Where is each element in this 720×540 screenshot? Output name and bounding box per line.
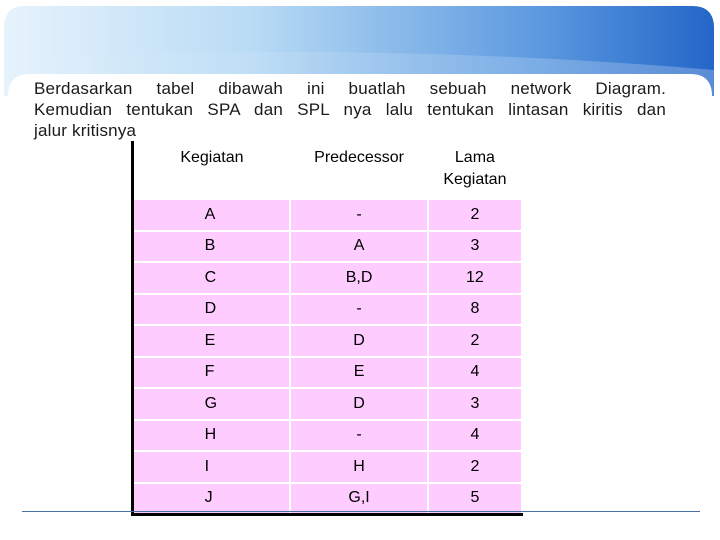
table-row — [133, 357, 523, 389]
instruction-line-3: jalur kritisnya — [34, 121, 137, 140]
cell-lama: 2 — [428, 199, 522, 231]
cell-predecessor: - — [290, 294, 427, 326]
table-row — [133, 420, 523, 452]
header-lama-kegiatan — [428, 141, 522, 199]
cell-kegiatan: C — [204, 268, 217, 286]
table-row — [133, 325, 523, 357]
cell-kegiatan: G — [204, 394, 218, 412]
header-lama-line2: Kegiatan — [443, 171, 507, 188]
cell-lama: 4 — [428, 357, 522, 389]
activity-table — [131, 141, 523, 516]
instruction-line-1: Berdasarkan tabel dibawah ini buatlah sebuah network Diagram. — [34, 79, 666, 98]
cell-kegiatan: H — [204, 426, 217, 444]
cell-lama: 5 — [428, 483, 522, 515]
header-lama-line1: Lama — [454, 149, 495, 166]
cell-predecessor: D — [290, 388, 427, 420]
table-row — [133, 199, 523, 231]
table-row — [133, 294, 523, 326]
cell-predecessor: H — [290, 451, 427, 483]
cell-predecessor: - — [290, 420, 427, 452]
cell-predecessor: E — [290, 357, 427, 389]
cell-predecessor: G,I — [290, 483, 427, 515]
header-predecessor: Predecessor — [290, 141, 427, 199]
cell-predecessor: D — [290, 325, 427, 357]
table-row — [133, 483, 523, 515]
table-row — [133, 388, 523, 420]
cell-kegiatan: I — [204, 457, 210, 475]
cell-predecessor: A — [290, 231, 427, 263]
cell-predecessor: B,D — [290, 262, 427, 294]
cell-lama: 2 — [428, 325, 522, 357]
cell-lama: 4 — [428, 420, 522, 452]
cell-kegiatan: J — [204, 489, 213, 507]
table-row — [133, 231, 523, 263]
cell-kegiatan: F — [204, 363, 215, 381]
instruction-line-2: Kemudian tentukan SPA dan SPL nya lalu tentukan lintasan kiritis dan — [34, 100, 666, 119]
cell-kegiatan: B — [204, 237, 216, 255]
instruction-text — [34, 78, 666, 141]
cell-predecessor: - — [290, 199, 427, 231]
cell-kegiatan: E — [204, 331, 216, 349]
cell-lama: 12 — [428, 262, 522, 294]
cell-lama: 2 — [428, 451, 522, 483]
table-header-row — [133, 141, 523, 199]
header-kegiatan: Kegiatan — [133, 141, 291, 199]
cell-kegiatan: D — [204, 300, 217, 318]
cell-lama: 3 — [428, 388, 522, 420]
cell-kegiatan: A — [204, 205, 216, 223]
cell-lama: 8 — [428, 294, 522, 326]
table-row — [133, 262, 523, 294]
footer-divider — [22, 511, 700, 512]
cell-lama: 3 — [428, 231, 522, 263]
table-row — [133, 451, 523, 483]
